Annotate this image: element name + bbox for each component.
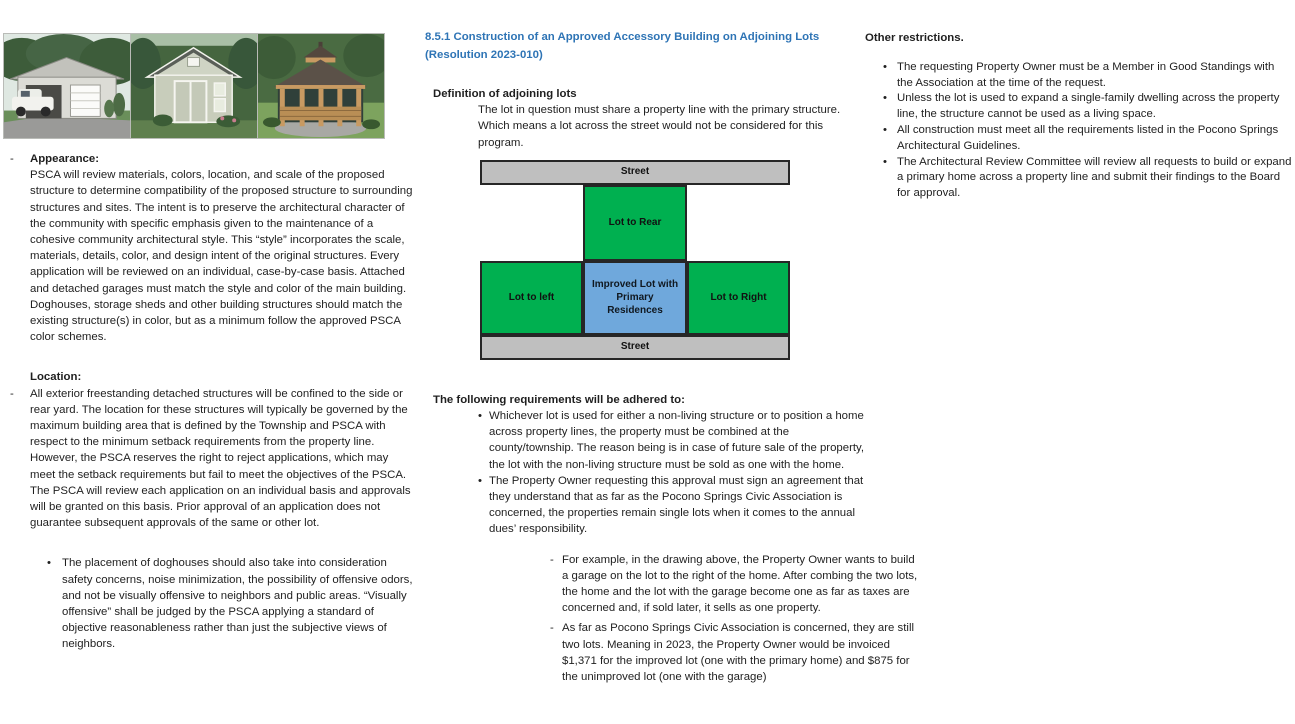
restriction-text: The Architectural Review Committee will review all requests to build or expand a primary home across a property line and submit their findings to the Board for approval. xyxy=(897,155,1292,200)
appearance-body: PSCA will review materials, colors, location, and scale of the proposed structure to determine compatibility of the proposed structure to surrounding structures and sites. The intent is to preserve the architectural character of the community with specific emphasis given to the maintenance of a cohesive community architectural style. This “style” incorporates the scale, materials, details, color, and design intent of the original structures. Every application will be reviewed on an individual, case-by-case basis. Attached and detached garages must match the style and color of the main building. Doghouses, storage sheds and other building structures should match the existing structure(s) in color, but as a minimum follow the approved PSCA color schemes. xyxy=(30,169,413,344)
location-heading: Location: xyxy=(30,371,82,384)
other-restrictions-heading: Other restrictions. xyxy=(865,32,964,44)
garage-photo xyxy=(4,34,130,138)
shed-photo xyxy=(131,34,257,138)
definition-heading: Definition of adjoining lots xyxy=(433,88,577,100)
bullet-marker: • xyxy=(883,60,887,73)
examples-list xyxy=(550,552,921,686)
restriction-item xyxy=(883,155,1293,202)
dash-marker: - xyxy=(550,553,554,566)
bullet-marker: • xyxy=(478,410,482,423)
diagram-street-bottom: Street xyxy=(480,335,790,360)
bullet-marker: • xyxy=(47,557,51,570)
requirements-heading: The following requirements will be adhered to: xyxy=(433,393,685,406)
bullet-marker: • xyxy=(883,123,887,136)
restriction-item xyxy=(883,123,1293,155)
gazebo-photo xyxy=(258,34,384,138)
section-heading: 8.5.1 Construction of an Approved Accessory Building on Adjoining Lots (Resolution 2023-010) xyxy=(425,31,820,61)
bullet-marker: • xyxy=(883,92,887,105)
photo-strip xyxy=(3,33,385,139)
diagram-street-top: Street xyxy=(480,160,790,185)
appearance-section xyxy=(8,151,414,345)
location-section xyxy=(8,386,414,532)
restriction-text: Unless the lot is used to expand a single-family dwelling across the property line, the structure cannot be used as a living space. xyxy=(897,92,1280,121)
dash-marker: - xyxy=(10,153,14,165)
diagram-lot-rear: Lot to Rear xyxy=(583,185,687,261)
dash-marker: - xyxy=(550,622,554,635)
diagram-lot-right: Lot to Right xyxy=(687,261,790,335)
restriction-text: The requesting Property Owner must be a Member in Good Standings with the Association at the time of the request. xyxy=(897,60,1275,89)
doghouse-bullet xyxy=(47,555,414,652)
requirement-text: Whichever lot is used for either a non-living structure or to position a home across property lines, the property must be combined at the county/township. The reason being is in case of future sale of the property, the lot with the non-living structure must be sold as one with the home. xyxy=(489,410,865,471)
example-text: As far as Pocono Springs Civic Association is concerned, they are still two lots. Meaning in 2023, the Property Owner would be invoiced $1,371 for the improved lot (one with the primary home) and $875 for the unimproved lot (one with the garage) xyxy=(562,622,915,684)
requirement-item xyxy=(478,473,870,538)
restrictions-list xyxy=(883,60,1293,202)
restriction-item xyxy=(883,60,1293,92)
adjoining-lots-diagram xyxy=(480,160,790,360)
definition-body: The lot in question must share a property line with the primary structure. Which means a lot across the street would not be considered for this program. xyxy=(478,104,841,149)
requirements-list xyxy=(478,408,918,685)
diagram-improved-lot: Improved Lot with Primary Residences xyxy=(583,261,687,335)
bullet-marker: • xyxy=(478,474,482,487)
example-item xyxy=(550,552,921,617)
diagram-lot-left: Lot to left xyxy=(480,261,583,335)
restriction-item xyxy=(883,91,1293,123)
right-column xyxy=(865,31,1293,202)
left-column xyxy=(8,151,414,653)
restriction-text: All construction must meet all the requirements listed in the Pocono Springs Architectural Guidelines. xyxy=(897,123,1279,152)
bullet-marker: • xyxy=(883,155,887,168)
requirement-item xyxy=(478,408,870,473)
example-text: For example, in the drawing above, the Property Owner wants to build a garage on the lot to the right of the home. After combing the two lots, the home and the lot with the garage become one as far as taxes are concerned and, if sold later, it sells as one property. xyxy=(562,553,918,615)
appearance-heading: Appearance: xyxy=(30,153,100,165)
example-item xyxy=(550,620,921,685)
location-body: All exterior freestanding detached structures will be confined to the side or rear yard. The location for these structures will typically be governed by the maximum building area that is defined by the Township and PSCA with respect to the minimum setback requirements from the property line. However, the PSCA reserves the right to reject applications, which may meet the setback requirements but fail to meet the objectives of the PSCA. The PSCA will review each application on an individual basis and approvals will be granted on this basis. Prior approval of an application does not guarantee subsequent approvals of the same or other lot. xyxy=(30,387,411,530)
dash-marker: - xyxy=(10,387,14,400)
doghouse-note: The placement of doghouses should also take into consideration safety concerns, noise minimization, the possibility of offensive odors, and not be visually offensive to neighbors and public areas. “Visually offensive” shall be judged by the PSCA applying a standard of objective reasonableness rather than just the subjective views of neighbors. xyxy=(62,557,413,651)
requirement-text: The Property Owner requesting this approval must sign an agreement that they understand that as far as the Pocono Springs Civic Association is concerned, the properties remain single lots when it comes to the annual dues’ responsibility. xyxy=(489,474,864,536)
